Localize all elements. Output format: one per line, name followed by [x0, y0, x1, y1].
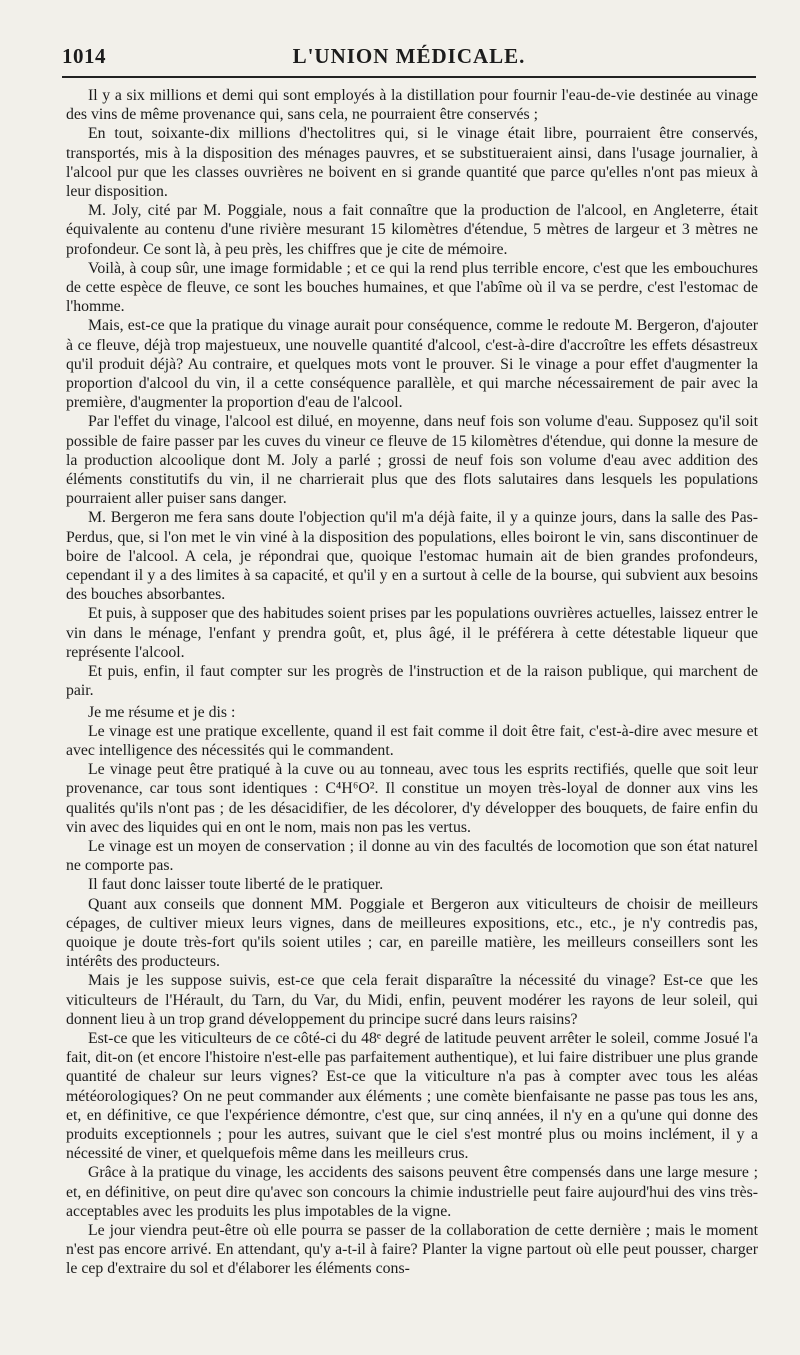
paragraph: M. Bergeron me fera sans doute l'objection qu'il m'a déjà faite, il y a quinze jours, dans la salle des Pas-Perdus, que, si l'on met le vin viné à la disposition des populations, elles boiront le vin, sans discontinuer de boire de l'alcool. A cela, je répondrai que, quoique l'estomac humain ait de bien grandes profondeurs, cependant il y a des limites à sa capacité, et qu'il y en a surtout à celle de la bourse, qui subvient aux besoins des bouches absorbantes. [66, 509, 758, 604]
paragraph: Quant aux conseils que donnent MM. Poggiale et Bergeron aux viticulteurs de choisir de meilleurs cépages, de cultiver mieux leurs vignes, dans de meilleures expositions, etc., etc., je n'y contredis pas, quoique je doute très-fort qu'ils soient utiles ; car, en pareille matière, les meilleurs conseillers sont les intérêts des producteurs. [66, 895, 758, 971]
paragraph: Est-ce que les viticulteurs de ce côté-ci du 48ᵉ degré de latitude peuvent arrêter le soleil, comme Josué l'a fait, dit-on (et encore l'histoire n'est-elle pas parfaitement authentique), et lui faire distribuer une plus grande quantité de chaleur sur leurs vignes? Est-ce que la viticulture n'a pas à compter avec tous les aléas météorologiques? On ne peut commander aux éléments ; une comète bienfaisante ne passe pas tous les ans, et, en définitive, ce que l'expérience démontre, c'est que, sur cinq années, il n'y en a qu'une qui donne des produits exceptionnels ; pour les autres, suivant que le ciel s'est montré plus ou moins inclément, il y a nécessité de viner, et quelquefois même dans les meilleurs crus. [66, 1029, 758, 1163]
paragraph: Je me résume et je dis : [88, 703, 236, 721]
paragraph: Voilà, à coup sûr, une image formidable ; et ce qui la rend plus terrible encore, c'est que les embouchures de cette espèce de fleuve, ce sont les bouches humaines, et que l'abîme où il va se perdre, c'est l'estomac de l'homme. [66, 259, 758, 316]
paragraph: Par l'effet du vinage, l'alcool est dilué, en moyenne, dans neuf fois son volume d'eau. Supposez qu'il soit possible de faire passer par les cuves du vineur ce fleuve de 15 kilomètres d'étendue, qui donne la mesure de la production alcoolique dont M. Joly a parlé ; grossi de neuf fois son volume d'eau avec addition des éléments constitutifs du vin, il ne charrierait plus que des flots salutaires dans lesquels les populations pourraient aller puiser sans danger. [66, 413, 758, 508]
paragraph: En tout, soixante-dix millions d'hectolitres qui, si le vinage était libre, pourraient être conservés, transportés, mis à la disposition des ménages pauvres, et se substitueraient ainsi, dans l'usage journalier, à l'alcool pur que les classes ouvrières ne boivent en si grande quantité que parce qu'elles n'ont pas mieux à leur disposition. [66, 125, 758, 201]
paragraph: Et puis, à supposer que des habitudes soient prises par les populations ouvrières actuelles, laissez entrer le vin dans le ménage, l'enfant y prendra goût, et, plus âgé, il le préférera à cette détestable liqueur que représente l'alcool. [66, 605, 758, 661]
page-header [62, 34, 756, 74]
article-body [66, 86, 758, 1279]
paragraph: Le vinage peut être pratiqué à la cuve ou au tonneau, avec tous les esprits rectifiés, quelle que soit leur provenance, car tous sont identiques : C⁴H⁶O². Il constitue un moyen très-loyal de donner aux vins les qualités qu'ils n'ont pas ; de les désacidifier, de les décolorer, d'y développer des bouquets, de faire enfin du vin avec des liquides qui en ont le nom, mais non pas les vertus. [66, 761, 758, 836]
paragraph: Mais je les suppose suivis, est-ce que cela ferait disparaître la nécessité du vinage? Est-ce que les viticulteurs de l'Hérault, du Tarn, du Var, du Midi, enfin, peuvent modérer les rayons de leur soleil, qui donnent lieu à un trop grand développement du principe sucré dans leurs raisins? [66, 972, 758, 1028]
header-rule [62, 76, 756, 78]
paragraph: Il faut donc laisser toute liberté de le pratiquer. [88, 876, 384, 894]
paragraph: Grâce à la pratique du vinage, les accidents des saisons peuvent être compensés dans une large mesure ; et, en définitive, on peut dire qu'avec son concours la chimie industrielle peut faire aujourd'hui des vins très-acceptables avec les produits les plus impotables de la vigne. [66, 1164, 758, 1220]
running-title: L'UNION MÉDICALE. [292, 44, 526, 68]
paragraph: M. Joly, cité par M. Poggiale, nous a fait connaître que la production de l'alcool, en Angleterre, était équivalente au contenu d'une rivière mesurant 15 kilomètres d'étendue, 5 mètres de largeur et 3 mètres ne profondeur. Ce sont là, à peu près, les chiffres que je cite de mémoire. [66, 202, 758, 258]
paragraph: Il y a six millions et demi qui sont employés à la distillation pour fournir l'eau-de-vie destinée au vinage des vins de même provenance qui, sans cela, ne pourraient être conservés ; [66, 87, 758, 124]
paragraph: Mais, est-ce que la pratique du vinage aurait pour conséquence, comme le redoute M. Bergeron, d'ajouter à ce fleuve, déjà trop majestueux, une nouvelle quantité d'alcool, c'est-à-dire d'accroître les effets désastreux qu'il produit déjà? Au contraire, et quelques mots vont le prouver. Si le vinage a pour effet d'augmenter la proportion d'alcool du vin, il a cette conséquence parallèle, et qui marche nécessairement de pair avec la première, d'augmenter la proportion d'eau de l'alcool. [66, 317, 758, 412]
paragraph: Le jour viendra peut-être où elle pourra se passer de la collaboration de cette dernière ; mais le moment n'est pas encore arrivé. En attendant, qu'y a-t-il à faire? Planter la vigne partout où elle peut pousser, charger le cep d'extraire du sol et d'élaborer les éléments cons- [66, 1221, 758, 1278]
paragraph: Le vinage est un moyen de conservation ; il donne au vin des facultés de locomotion que son état naturel ne comporte pas. [66, 837, 758, 875]
paragraph: Et puis, enfin, il faut compter sur les progrès de l'instruction et de la raison publique, qui marchent de pair. [66, 663, 758, 700]
page-number: 1014 [62, 44, 106, 68]
paragraph: Le vinage est une pratique excellente, quand il est fait comme il doit être fait, c'est-à-dire avec mesure et avec intelligence des nécessités qui le commandent. [66, 722, 758, 759]
